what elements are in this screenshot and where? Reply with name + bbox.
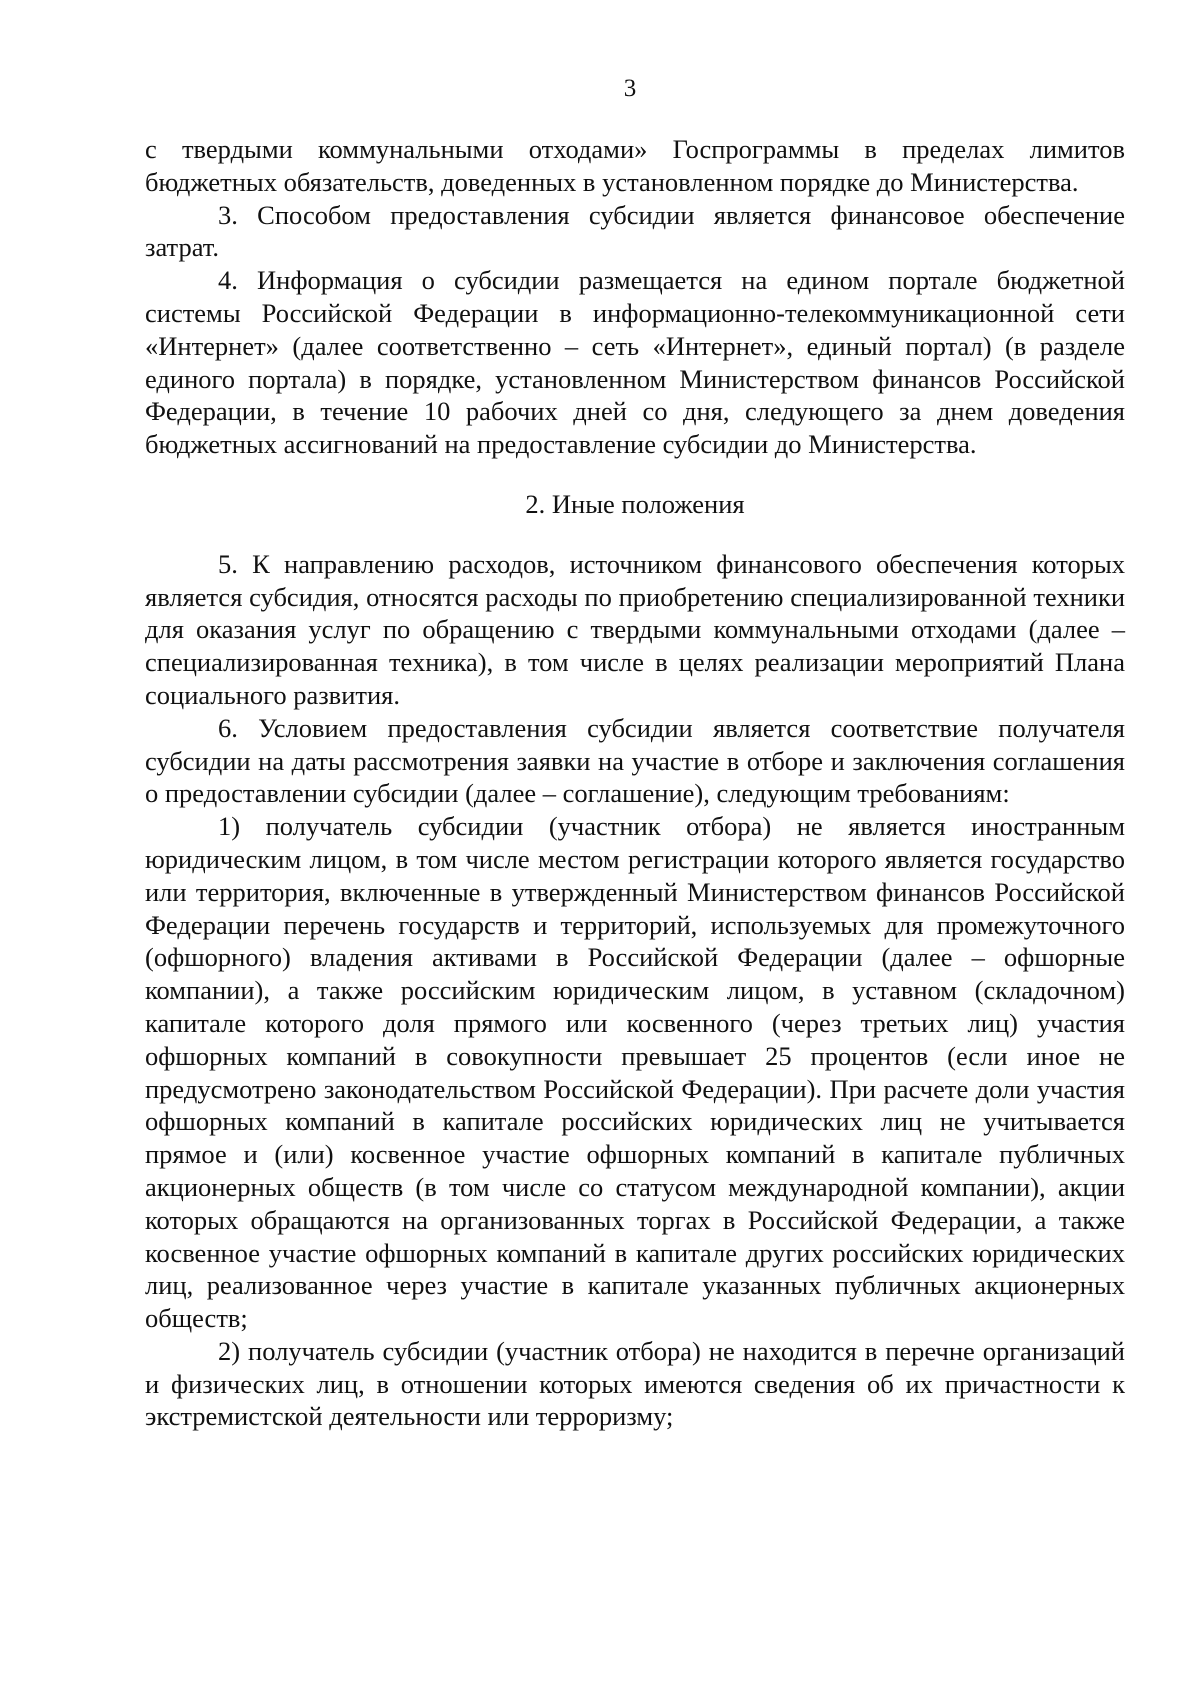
- paragraph-subitem-2: 2) получатель субсидии (участник отбора) не находится в перечне организаций и физических лиц, в отношении которых имеются сведения об их причастности к экстремистской деятельности или терроризму;: [145, 1335, 1125, 1432]
- document-body: [145, 133, 1125, 1433]
- section-heading: 2. Иные положения: [525, 488, 745, 519]
- paragraph-item-6: 6. Условием предоставления субсидии является соответствие получателя субсидии на даты рассмотрения заявки на участие в отборе и заключения соглашения о предоставлении субсидии (далее – соглашение), следующим требованиям:: [145, 712, 1125, 809]
- paragraph-subitem-1: 1) получатель субсидии (участник отбора) не является иностранным юридическим лицом, в том числе местом регистрации которого является государство или территория, включенные в утвержденный Министерством финансов Российской Федерации перечень государств и территорий, используемых для промежуточного (офшорного) владения активами в Российской Федерации (далее – офшорные компании), а также российским юридическим лицом, в уставном (складочном) капитале которого доля прямого или косвенного (через третьих лиц) участия офшорных компаний в совокупности превышает 25 процентов (если иное не предусмотрено законодательством Российской Федерации). При расчете доли участия офшорных компаний в капитале российских юридических лиц не учитывается прямое и (или) косвенное участие офшорных компаний в капитале публичных акционерных обществ (в том числе со статусом международной компании), акции которых обращаются на организованных торгах в Российской Федерации, а также косвенное участие офшорных компаний в капитале других российских юридических лиц, реализованное через участие в капитале указанных публичных акционерных обществ;: [145, 811, 1125, 1334]
- page-number: 3: [623, 75, 637, 102]
- paragraph-item-4: 4. Информация о субсидии размещается на едином портале бюджетной системы Российской Федерации в информационно-телекоммуникационной сети «Интернет» (далее соответственно – сеть «Интернет», единый портал) (в разделе единого портала) в порядке, установленном Министерством финансов Российской Федерации, в течение 10 рабочих дней со дня, следующего за днем доведения бюджетных ассигнований на предоставление субсидии до Министерства.: [145, 265, 1125, 460]
- paragraph-item-5: 5. К направлению расходов, источником финансового обеспечения которых является субсидия, относятся расходы по приобретению специализированной техники для оказания услуг по обращению с твердыми коммунальными отходами (далее – специализированная техника), в том числе в целях реализации мероприятий Плана социального развития.: [145, 548, 1125, 710]
- paragraph-item-3: 3. Способом предоставления субсидии является финансовое обеспечение затрат.: [145, 199, 1125, 263]
- paragraph-continuation: с твердыми коммунальными отходами» Госпрограммы в пределах лимитов бюджетных обязательств, доведенных в установленном порядке до Министерства.: [145, 134, 1125, 197]
